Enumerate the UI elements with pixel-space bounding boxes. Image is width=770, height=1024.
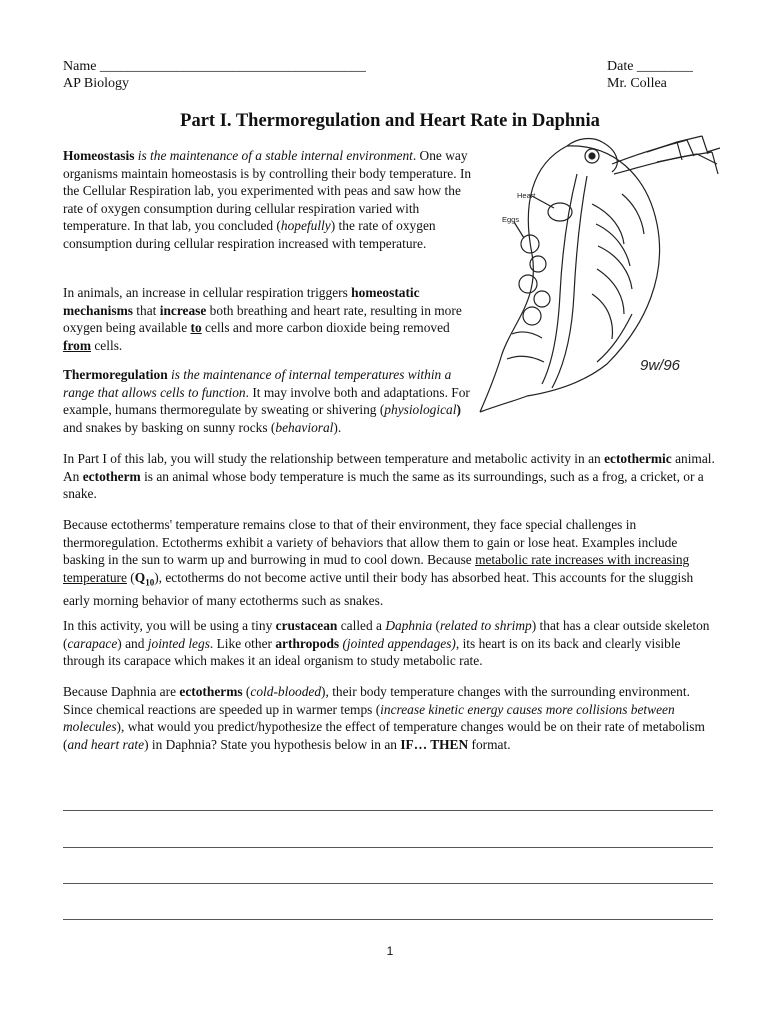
q10-letter: Q [134,569,146,585]
increase-term: increase [159,302,207,318]
p6-text-k: . Like other [209,635,276,651]
p5-text-c: ( [126,569,135,585]
p6-text-i: ) and [117,635,148,651]
q10-subscript: 10 [145,577,155,588]
p7-text-a: Because Daphnia are [63,684,180,699]
p6-text-c: called a [337,618,386,633]
p2-text-g: cells and more carbon dioxide being removed [201,320,450,336]
p7-text-i: ) in Daphnia? State you hypothesis below in an [144,736,401,752]
answer-line[interactable] [63,847,713,848]
mechanisms-paragraph [63,284,475,354]
q10-term [134,569,155,588]
p2-text-c: that [132,302,160,318]
p6-text-n: , its heart is on its back and clearly visible through its carapace which makes it an ideal organism to study metabolic rate. [63,635,681,669]
teacher-name: Mr. Collea [607,76,667,91]
p3-text-a: . It may involve both and adaptations. For example, humans thermoregulate by sweating or shivering ( [63,384,470,418]
cold-blooded-term: cold-blooded [250,684,322,699]
if-then-term: IF… THEN [400,736,469,752]
heart-rate-note: and heart rate [67,736,145,752]
p7-text-k: format. [468,736,511,752]
p4-text-e: is an animal whose body temperature is much the same as its surroundings, such as a frog, a cricket, or a snake. [63,468,704,502]
from-term: from [63,337,92,353]
p5-text-f: ), ectotherms do not become active until their body has absorbed heat. This accounts for the sluggish early morning behavior of many ectotherms such as snakes. [63,569,694,609]
daphnia-intro-paragraph [63,617,719,670]
page-title: Part I. Thermoregulation and Heart Rate in Daphnia [180,111,600,131]
to-term: to [190,320,202,336]
page-number: 1 [386,944,394,958]
course-name: AP Biology [63,76,129,91]
date-field-label: Date ________ [607,59,693,74]
p3-paren: ) [456,402,461,418]
p4-text-a: In Part I of this lab, you will study the relationship between temperature and metabolic activity in an [63,451,605,466]
jointed-appendages: (jointed appendages) [339,635,456,651]
eggs-label: Eggs [502,215,520,224]
ectotherm-term: ectotherm [82,468,141,484]
p4-text-c: animal. An [63,451,715,484]
heart-label: Heart [517,191,536,200]
answer-line[interactable] [63,810,713,811]
homeostasis-paragraph [63,147,475,253]
p6-text-e: ( [432,618,440,633]
crustacean-term: crustacean [275,618,338,633]
ectothermic-term: ectothermic [604,451,672,466]
answer-line[interactable] [63,883,713,884]
p5-text-a: Because ectotherms' temperature remains close to that of their environment, they face special challenges in thermoregulation. Ectotherms exhibit a variety of behaviors that allow them to gain or lose heat. Examples include basking in the sun to warm up and burrowing in mud to cool down. Because [63,517,678,568]
part-one-intro-paragraph [63,450,719,503]
p7-text-c: ( [242,684,251,699]
p3-text-f: ). [333,419,342,435]
p2-text-i: cells. [91,337,123,353]
thermoregulation-definition: is the maintenance of internal temperatures within a range that allows cells to function [63,367,452,400]
p7-text-e: ), their body temperature changes with the surrounding environment. Since chemical reactions are speeded up in warmer temps ( [63,684,690,717]
carapace-term: carapace [67,635,118,651]
p2-text-e: both breathing and heart rate, resulting in more oxygen being available [63,302,462,336]
p6-text-a: In this activity, you will be using a tiny [63,618,276,633]
metabolic-rate-phrase: metabolic rate increases with increasing temperature [63,552,690,585]
arthropods-term: arthropods [275,635,340,651]
p1-text: . One way organisms maintain homeostasis is by controlling their body temperature. In the Cellular Respiration lab, you experimented with peas and saw how the rate of oxygen consumption during cellular respiration varied with temperature. In that lab, you concluded ( [63,148,472,234]
homeostasis-term: Homeostasis [63,148,135,163]
homeostasis-definition: is the maintenance of a stable internal environment [137,148,413,163]
thermoregulation-term: Thermoregulation [63,367,168,382]
p2-text-a: In animals, an increase in cellular respiration triggers [63,285,352,300]
p7-text-g: ), what would you predict/hypothesize the effect of temperature changes would be on their rate of metabolism ( [63,719,705,752]
answer-line[interactable] [63,919,713,920]
p6-text-g: ) that has a clear outside skeleton ( [63,618,710,651]
name-field-label: Name ______________________________________ [63,59,366,74]
p3-text-d: and snakes by basking on sunny rocks ( [63,419,276,435]
related-to-shrimp: related to shrimp [440,618,532,633]
p1-hopefully: hopefully [280,218,331,234]
ectotherm-challenges-paragraph [63,516,719,610]
thermoregulation-paragraph [63,366,533,436]
homeostatic-mechanisms-term: homeostatic mechanisms [63,285,420,318]
ectotherms-term: ectotherms [179,684,243,699]
jointed-legs-term: jointed legs [147,635,210,651]
daphnia-term: Daphnia [385,618,433,633]
artist-signature: 9w/96 [640,357,681,374]
physiological-term: physiological [384,402,457,418]
kinetic-energy-note: increase kinetic energy causes more collisions between molecules [63,701,675,735]
behavioral-term: behavioral [275,419,334,435]
p1-text-end: ) the rate of oxygen consumption during cellular respiration increased with temperature. [63,218,436,251]
hypothesis-prompt-paragraph [63,683,719,753]
